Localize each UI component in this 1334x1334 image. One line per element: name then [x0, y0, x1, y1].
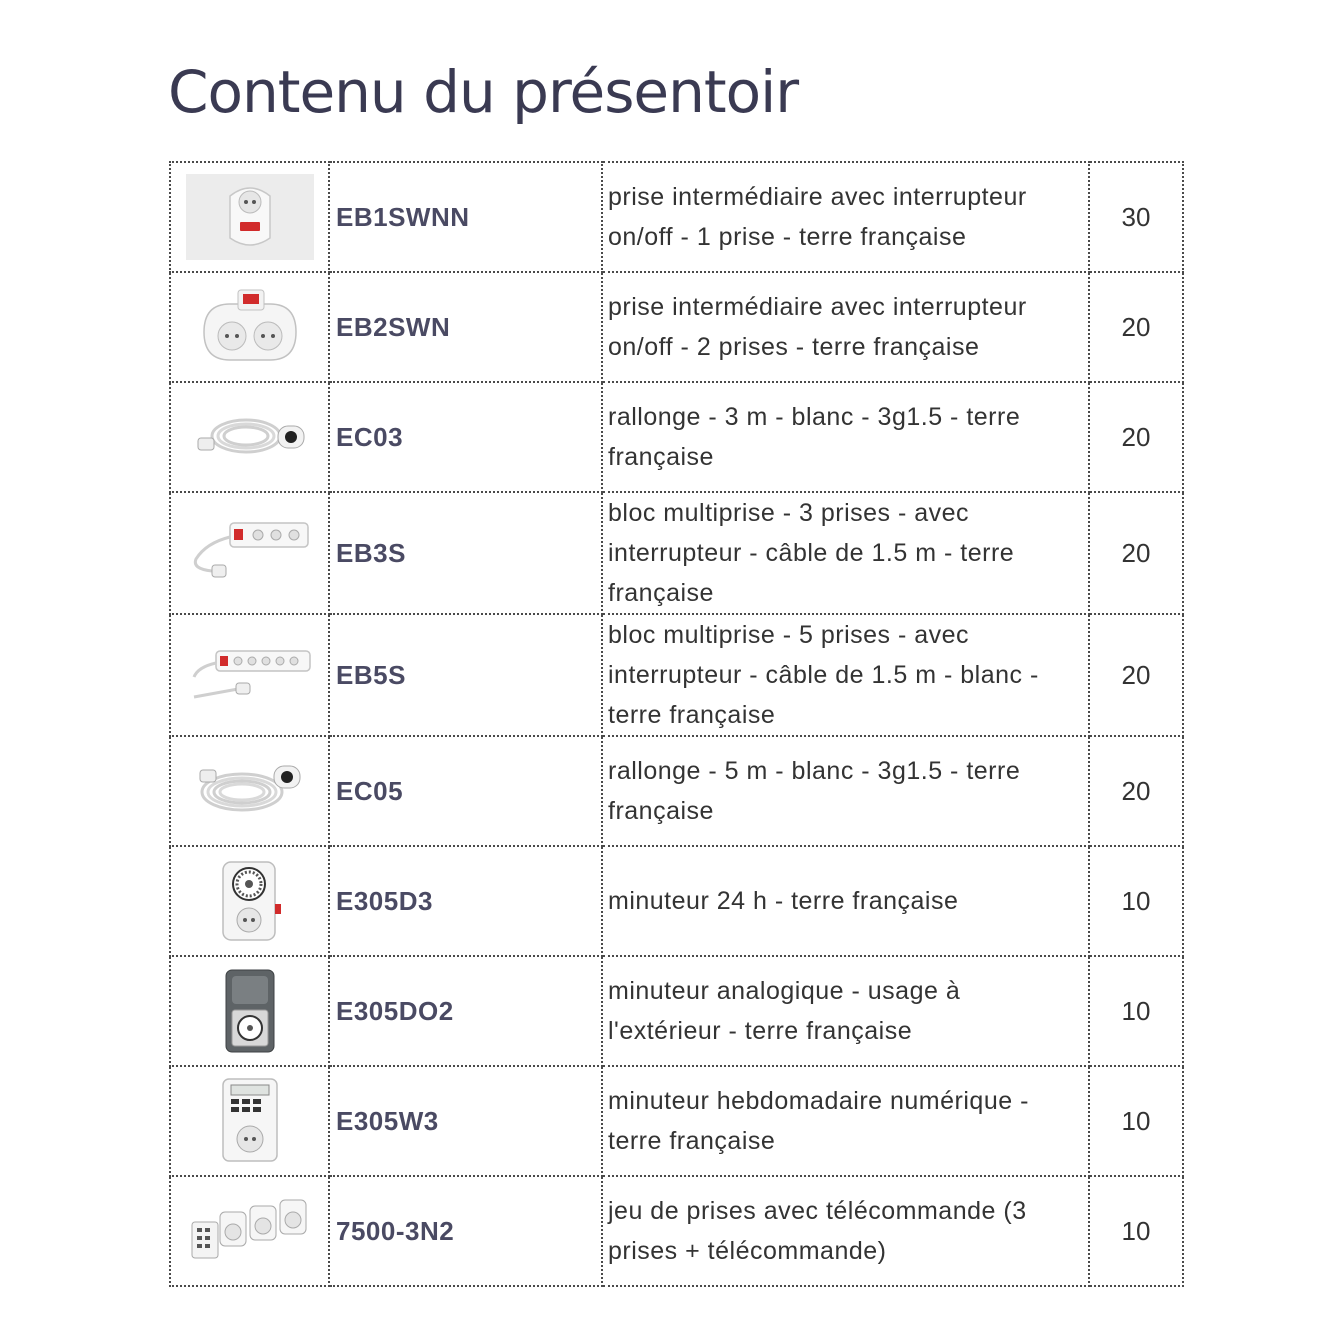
product-description: minuteur analogique - usage à l'extérieur - terre française [602, 956, 1089, 1066]
product-table [169, 161, 1184, 1287]
product-quantity: 20 [1089, 736, 1183, 846]
outdoor-timer-icon [220, 968, 280, 1054]
table-row [170, 956, 1183, 1066]
product-image-cell [170, 1066, 329, 1176]
table-row [170, 614, 1183, 736]
product-description: jeu de prises avec télécommande (3 prises + télécommande) [602, 1176, 1089, 1286]
product-ref: EB5S [329, 614, 602, 736]
product-quantity: 30 [1089, 162, 1183, 272]
page-title: Contenu du présentoir [168, 58, 799, 126]
product-ref: EB1SWNN [329, 162, 602, 272]
product-ref: 7500-3N2 [329, 1176, 602, 1286]
product-quantity: 10 [1089, 1066, 1183, 1176]
product-image-cell [170, 614, 329, 736]
product-ref: E305D3 [329, 846, 602, 956]
product-description: bloc multiprise - 3 prises - avec interrupteur - câble de 1.5 m - terre française [602, 492, 1089, 614]
product-image-cell [170, 382, 329, 492]
product-description: minuteur 24 h - terre française [602, 846, 1089, 956]
table-row [170, 1066, 1183, 1176]
power-strip-5-icon [186, 635, 314, 715]
product-image-cell [170, 272, 329, 382]
digital-timer-icon [217, 1077, 283, 1165]
product-quantity: 20 [1089, 492, 1183, 614]
product-description: rallonge - 5 m - blanc - 3g1.5 - terre française [602, 736, 1089, 846]
table-row [170, 382, 1183, 492]
product-ref: E305W3 [329, 1066, 602, 1176]
product-description: prise intermédiaire avec interrupteur on/off - 2 prises - terre française [602, 272, 1089, 382]
product-description: bloc multiprise - 5 prises - avec interrupteur - câble de 1.5 m - blanc - terre française [602, 614, 1089, 736]
table-row [170, 736, 1183, 846]
product-ref: EC03 [329, 382, 602, 492]
product-image-cell [170, 736, 329, 846]
product-image-cell [170, 846, 329, 956]
table-row [170, 492, 1183, 614]
product-description: prise intermédiaire avec interrupteur on/off - 1 prise - terre française [602, 162, 1089, 272]
product-image-cell [170, 1176, 329, 1286]
table-row [170, 846, 1183, 956]
product-ref: EC05 [329, 736, 602, 846]
remote-socket-set-icon [188, 1196, 312, 1266]
product-quantity: 10 [1089, 846, 1183, 956]
product-ref: EB3S [329, 492, 602, 614]
product-quantity: 10 [1089, 1176, 1183, 1286]
table-row [170, 162, 1183, 272]
product-quantity: 20 [1089, 272, 1183, 382]
product-image-cell [170, 956, 329, 1066]
product-ref: E305DO2 [329, 956, 602, 1066]
single-socket-switch-icon [186, 174, 314, 260]
table-row [170, 1176, 1183, 1286]
extension-cord-icon [190, 402, 310, 472]
product-quantity: 20 [1089, 382, 1183, 492]
product-ref: EB2SWN [329, 272, 602, 382]
product-image-cell [170, 492, 329, 614]
product-description: rallonge - 3 m - blanc - 3g1.5 - terre française [602, 382, 1089, 492]
double-socket-switch-icon [190, 284, 310, 370]
product-description: minuteur hebdomadaire numérique - terre française [602, 1066, 1089, 1176]
product-image-cell [170, 162, 329, 272]
table-row [170, 272, 1183, 382]
product-quantity: 20 [1089, 614, 1183, 736]
product-quantity: 10 [1089, 956, 1183, 1066]
mechanical-timer-icon [215, 858, 285, 944]
extension-cord-icon [190, 756, 310, 826]
power-strip-3-icon [186, 513, 314, 593]
